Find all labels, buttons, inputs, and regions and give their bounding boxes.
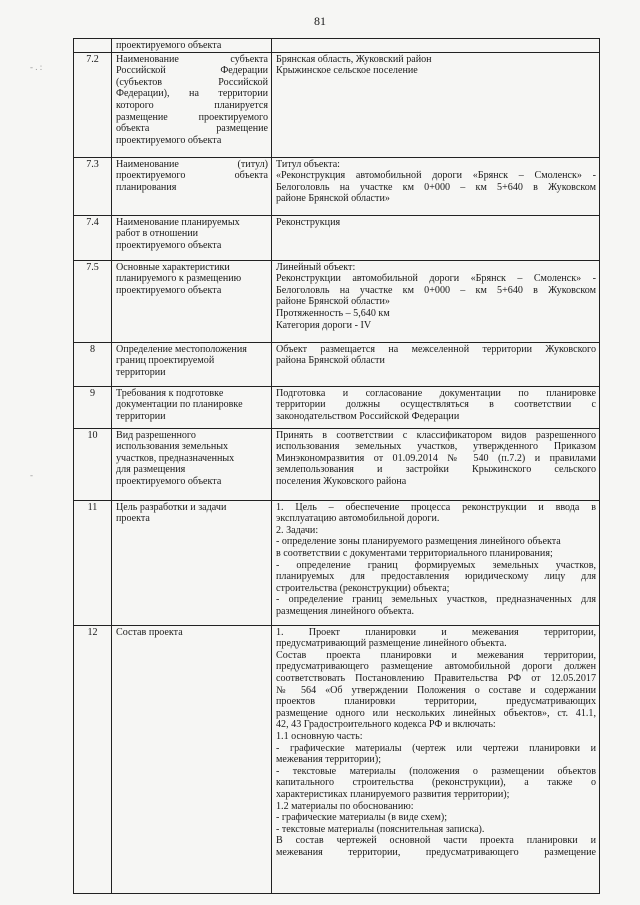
parameter-text-line: планирования — [116, 181, 177, 193]
value-cell — [272, 157, 600, 215]
value-cell — [272, 260, 600, 342]
margin-mark: - . : — [30, 62, 43, 72]
row-number: 7.4 — [74, 215, 112, 260]
value-text-line: - текстовые материалы (пояснительная записка). — [276, 823, 485, 835]
value-text-line: предусматривающего размещение автомобильной дороги должен — [276, 661, 596, 673]
value-text-line: законодательством Российской Федерации — [276, 410, 460, 422]
value-cell — [272, 52, 600, 157]
table-row — [74, 386, 600, 428]
value-text-line: районе Брянской области» — [276, 296, 390, 308]
table-row — [74, 215, 600, 260]
value-text-line: размещения линейного объекта. — [276, 605, 415, 617]
parameter-text-line: Определение местоположения — [116, 343, 247, 355]
value-text-line: Реконструкции автомобильной дороги «Брянск – Смоленск» - — [276, 273, 596, 285]
parameter-cell — [112, 342, 272, 386]
row-number: 8 — [74, 342, 112, 386]
parameter-text-line: проектируемого объекта — [116, 170, 268, 182]
parameter-text-line: размещение проектируемого — [116, 111, 268, 123]
page-number: 81 — [314, 14, 326, 28]
parameter-text-line: Российской Федерации — [116, 65, 268, 77]
parameter-text-line: территории — [116, 410, 166, 422]
value-text-line: Состав проекта планировки и межевания территории, — [276, 649, 596, 661]
value-text-line: Титул объекта: — [276, 158, 340, 170]
parameter-text-line: для размещения — [116, 464, 186, 476]
value-text-line: соответствовать Постановлению Правительства РФ от 12.05.2017 — [276, 672, 596, 684]
value-cell — [272, 386, 600, 428]
value-text-line: Категория дороги - IV — [276, 319, 372, 331]
parameter-cell — [112, 215, 272, 260]
row-number — [74, 39, 112, 53]
value-text-line: района Брянской области — [276, 355, 385, 367]
value-text-line: Подготовка и согласование документации по планировке — [276, 387, 596, 399]
value-text-line: - текстовые материалы (положения о размещении объектов — [276, 765, 596, 777]
value-text-line: эксплуатацию автомобильной дороги. — [276, 513, 440, 525]
value-text-line: «Реконструкция автомобильной дороги «Брянск – Смоленск» - — [276, 170, 596, 182]
value-cell — [272, 39, 600, 53]
parameter-text-line: Наименование планируемых — [116, 216, 240, 228]
row-number: 7.5 — [74, 260, 112, 342]
table-row — [74, 260, 600, 342]
parameter-text-line: объекта размещение — [116, 123, 268, 135]
parameter-cell — [112, 157, 272, 215]
value-text-line: межевания территории); — [276, 754, 381, 766]
value-cell — [272, 625, 600, 893]
parameter-text-line: территории — [116, 366, 166, 378]
parameter-text-line: использования земельных — [116, 441, 229, 453]
table-row — [74, 500, 600, 625]
value-text-line: В состав чертежей основной части проекта планировки и — [276, 835, 596, 847]
value-text-line: районе Брянской области» — [276, 193, 390, 205]
value-text-line: 42, 43 Градостроительного кодекса РФ и включать: — [276, 719, 496, 731]
value-text-line: Протяженность – 5,640 км — [276, 307, 390, 319]
value-text-line: Линейный объект: — [276, 261, 356, 273]
value-text-line: Минэкономразвития от 01.09.2014 № 540 (п.7.2) и правилами — [276, 452, 596, 464]
parameter-cell — [112, 52, 272, 157]
value-text-line: характеристиках планируемого развития территории); — [276, 788, 510, 800]
parameter-text-line: Вид разрешенного — [116, 429, 196, 441]
value-text-line: строительства (реконструкции) объекта; — [276, 582, 450, 594]
value-cell — [272, 215, 600, 260]
parameter-text-line: границ проектируемой — [116, 355, 215, 367]
parameter-text-line: Состав проекта — [116, 626, 183, 638]
value-text-line: в соответствии с документами территориального планирования; — [276, 547, 553, 559]
parameter-cell — [112, 625, 272, 893]
value-text-line: Принять в соответствии с классификатором видов разрешенного — [276, 429, 596, 441]
value-text-line: Реконструкция — [276, 216, 341, 228]
value-text-line: размещение одного или нескольких линейных объектов», ст. 41.1, — [276, 707, 596, 719]
value-text-line: 1. Цель – обеспечение процесса реконструкции и ввода в — [276, 501, 596, 513]
value-text-line: - графические материалы (чертеж или чертежи планировки и — [276, 742, 596, 754]
parameter-cell — [112, 500, 272, 625]
value-text-line: капитального строительства (реконструкции), а также о — [276, 777, 596, 789]
table-row — [74, 625, 600, 893]
row-number: 9 — [74, 386, 112, 428]
value-text-line: территории должны осуществляться в соответствии с — [276, 399, 596, 411]
parameter-text-line: планируемого к размещению — [116, 273, 242, 285]
value-text-line: Объект размещается на межселенной территории Жуковского — [276, 343, 596, 355]
value-text-line: использования земельных участков, утвержденного Приказом — [276, 441, 596, 453]
value-text-line: межевания территории, предусматривающего размещение — [276, 846, 596, 858]
value-text-line: - определение границ земельных участков, предназначенных для — [276, 594, 596, 606]
table-row — [74, 157, 600, 215]
value-text-line: - определение зоны планируемого размещения линейного объекта — [276, 536, 561, 548]
value-text-line: проектов планировки территории, предусматривающих — [276, 696, 596, 708]
value-text-line: - графические материалы (в виде схем); — [276, 812, 448, 824]
table-row — [74, 39, 600, 53]
margin-mark: - — [30, 470, 33, 480]
parameter-text-line: (субъектов Российской — [116, 76, 268, 88]
value-cell — [272, 500, 600, 625]
parameter-text-line: проектируемого объекта — [116, 284, 222, 296]
parameter-text-line: участков, предназначенных — [116, 452, 235, 464]
value-text-line: поселения Жуковского района — [276, 475, 407, 487]
parameter-cell — [112, 428, 272, 500]
requirements-table — [73, 38, 600, 894]
value-text-line: 2. Задачи: — [276, 524, 319, 536]
value-text-line: - определение границ формируемых земельных участков, — [276, 559, 596, 571]
value-text-line: 1.2 материалы по обоснованию: — [276, 800, 414, 812]
value-text-line: Белоголовль на участке км 0+000 – км 5+640 в Жуковском — [276, 284, 596, 296]
table-row — [74, 52, 600, 157]
parameter-text-line: проектируемого объекта — [116, 40, 222, 51]
value-text-line: Крыжинское сельское поселение — [276, 65, 418, 77]
value-cell — [272, 428, 600, 500]
value-text-line: предусматривающий размещение линейного объекта. — [276, 638, 507, 650]
table-row — [74, 342, 600, 386]
parameter-text-line: Цель разработки и задачи — [116, 501, 227, 513]
row-number: 12 — [74, 625, 112, 893]
parameter-cell — [112, 260, 272, 342]
parameter-text-line: проектируемого объекта — [116, 134, 222, 146]
value-text-line: № 564 «Об утверждении Положения о составе и содержании — [276, 684, 596, 696]
row-number: 7.2 — [74, 52, 112, 157]
parameter-text-line: Наименование субъекта — [116, 53, 268, 65]
parameter-text-line: проекта — [116, 513, 150, 525]
value-cell — [272, 342, 600, 386]
table-body — [74, 39, 600, 894]
parameter-text-line: проектируемого объекта — [116, 239, 222, 251]
parameter-cell — [112, 386, 272, 428]
parameter-text-line: документации по планировке — [116, 399, 243, 411]
value-text-line: землепользования и застройки Крыжинского сельского — [276, 464, 596, 476]
table-row — [74, 428, 600, 500]
row-number: 11 — [74, 500, 112, 625]
row-number: 10 — [74, 428, 112, 500]
parameter-text-line: Федерации), на территории — [116, 88, 268, 100]
value-text-line: планируемых для предоставления юридическому лицу для — [276, 571, 596, 583]
parameter-text-line: Наименование (титул) — [116, 158, 268, 170]
parameter-text-line: Основные характеристики — [116, 261, 230, 273]
value-text-line: 1. Проект планировки и межевания территории, — [276, 626, 596, 638]
row-number: 7.3 — [74, 157, 112, 215]
parameter-text-line: которого планируется — [116, 99, 268, 111]
parameter-cell — [112, 39, 272, 53]
value-text-line: Брянская область, Жуковский район — [276, 53, 432, 65]
parameter-text-line: работ в отношении — [116, 228, 199, 240]
parameter-text-line: проектируемого объекта — [116, 475, 222, 487]
value-text-line: Белоголовль на участке км 0+000 – км 5+640 в Жуковском — [276, 181, 596, 193]
parameter-text-line: Требования к подготовке — [116, 387, 224, 399]
value-text-line: 1.1 основную часть: — [276, 730, 363, 742]
